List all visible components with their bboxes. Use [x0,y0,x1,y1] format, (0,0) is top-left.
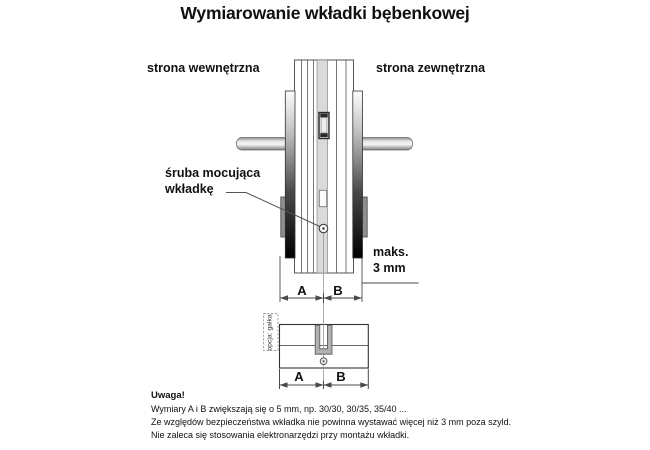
label-inner-side: strona wewnętrzna [147,61,260,75]
escutcheon-left [285,91,295,258]
page-title: Wymiarowanie wkładki bębenkowej [180,3,470,23]
label-knob-option [262,313,278,351]
notes-block [151,389,511,442]
label-max-protrusion [373,244,408,276]
note-line: Nie zaleca się stosowania elektronarzędzi przy montażu wkładki. [151,430,410,440]
keyway-upper [319,113,329,139]
screw-hole-center [323,360,325,362]
notes-heading: Uwaga! [151,390,185,401]
label-max-line1: maks. [373,245,409,259]
dimension-b-top: B [333,283,343,298]
spindle-rod-left [237,138,292,151]
label-mounting-screw-line1: śruba mocująca [165,166,261,180]
dimension-b-bottom: B [336,369,346,384]
note-line: Ze względów bezpieczeństwa wkładka nie powinna wystawać więcej niż 3 mm poza szyld. [151,417,512,427]
escutcheon-right [353,91,363,258]
label-mounting-screw-line2: wkładkę [165,181,214,196]
label-knob-option-text: opcja: gałka [266,313,274,351]
keyway-lower [319,190,326,206]
spindle-rod-right [357,138,413,151]
note-line: Wymiary A i B zwiększają się o 5 mm, np. 30/30, 30/35, 35/40 ... [151,404,407,414]
label-mounting-screw [165,166,260,197]
mounting-screw-center [322,227,324,229]
cylinder-body-strip [317,60,328,273]
dimension-a-top: A [297,283,307,298]
label-outer-side: strona zewnętrzna [376,61,486,75]
label-max-line2: 3 mm [373,261,406,275]
dimension-a-bottom: A [294,369,304,384]
dimension-line-top [280,293,362,303]
